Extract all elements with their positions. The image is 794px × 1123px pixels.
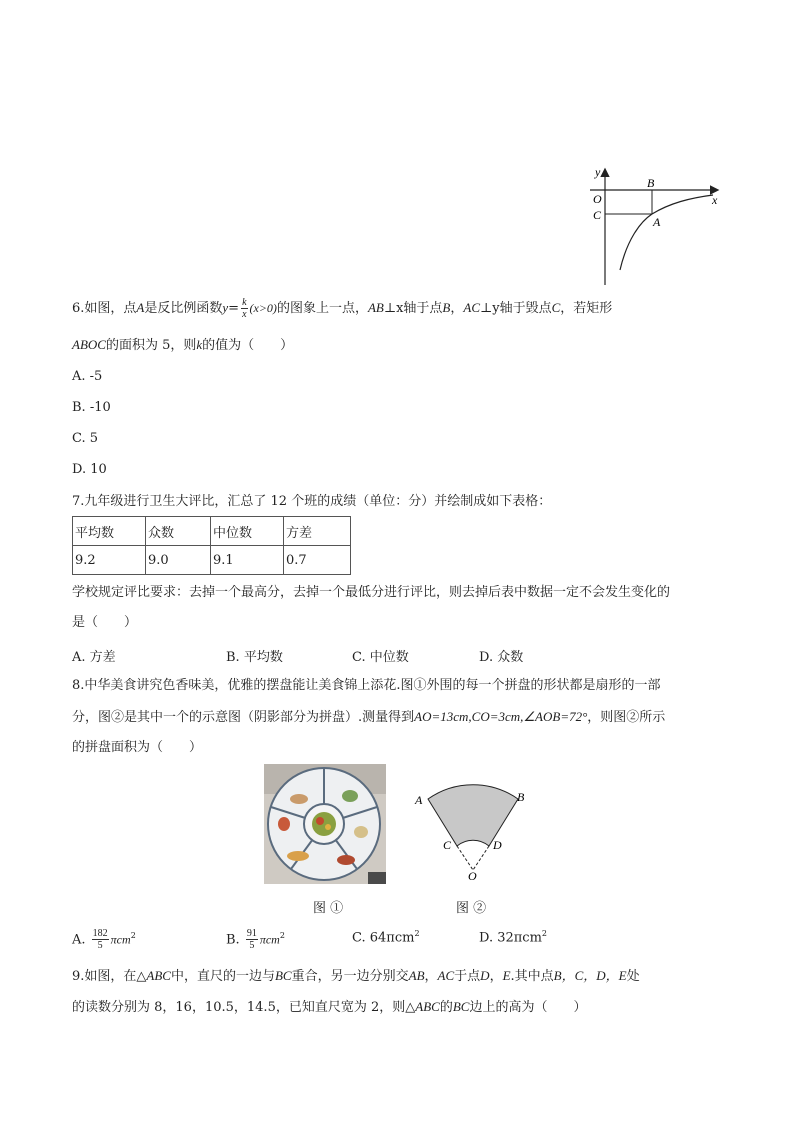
- q9-line2-c: 边上的高为（ ）: [469, 1000, 587, 1015]
- q6-ac: AC: [463, 300, 480, 315]
- q9-bc1: BC: [274, 968, 292, 983]
- q9-stem-line1: [72, 967, 640, 986]
- q8-opt-b-fraction: [246, 928, 258, 951]
- q6-option-c[interactable]: C. 5: [72, 431, 99, 446]
- graph-label-B: B: [647, 176, 655, 190]
- q8-option-b[interactable]: [226, 920, 285, 956]
- q9-line1-c: 重合，另一边分别交: [291, 969, 409, 984]
- q9-abc1: ABC: [146, 968, 171, 983]
- q9-E: E: [502, 968, 511, 983]
- hyperbola-graph: [585, 160, 725, 290]
- fig2-caption: 图 ②: [456, 901, 487, 916]
- q6-text6: ，若矩形: [560, 301, 613, 316]
- q8-opt-b-sup: 2: [279, 931, 285, 940]
- q7-header-variance: 方差: [284, 517, 351, 546]
- q7-option-c[interactable]: C. 中位数: [352, 650, 409, 665]
- q7-rule-line2: 是（ ）: [72, 615, 138, 630]
- q7-header-median: 中位数: [211, 517, 284, 546]
- q7-value-mean: 9.2: [73, 546, 146, 575]
- q9-line1-a: 9.如图，在△: [72, 969, 147, 984]
- q8-stem-line1: 8.中华美食讲究色香味美，优雅的摆盘能让美食锦上添花.图①外围的每一个拼盘的形状都是扇形的一部: [72, 678, 661, 693]
- q8-line2-c: ，则图②所示: [587, 710, 666, 725]
- q8-opt-a-fraction: [92, 928, 109, 951]
- q7-value-variance: 0.7: [284, 546, 351, 575]
- q9-bc2: BC: [452, 999, 470, 1014]
- q6-text3: 的图象上一点，: [276, 301, 368, 316]
- q8-opt-a-den: 5: [97, 940, 103, 952]
- q9-abc2: ABC: [415, 999, 440, 1014]
- q6-B: B: [442, 300, 451, 315]
- dashed-od: [473, 846, 489, 870]
- q8-opt-a-unit: πcm: [110, 932, 131, 947]
- q9-line1-d: 于点: [454, 969, 481, 984]
- graph-label-C: C: [593, 208, 602, 222]
- q9-line1-e: ，: [489, 969, 503, 984]
- q9-line1-g: 处: [626, 969, 640, 984]
- q6-C: C: [551, 300, 561, 315]
- q6-abco: ABOC: [72, 337, 106, 352]
- q6-eq: =: [228, 301, 240, 316]
- fig1-caption: 图 ①: [313, 901, 344, 916]
- q6-k: k: [196, 337, 203, 352]
- q6-point-a: A: [136, 300, 145, 315]
- q6-stem-line1: [72, 296, 612, 321]
- q8-opt-c-sup: 2: [414, 929, 420, 938]
- q6-frac-den: x: [242, 309, 247, 320]
- q9-line1-b: 中，直尺的一边与: [170, 969, 275, 984]
- dashed-oc: [457, 846, 473, 870]
- q8-stem-line2: [72, 708, 665, 727]
- q7-table-header-row: [73, 517, 351, 546]
- q8-opt-a-sup: 2: [130, 931, 136, 940]
- q8-stem-line3: 的拼盘面积为（ ）: [72, 740, 203, 755]
- q9-line2-a: 的读数分别为 8，16，10.5，14.5，已知直尺宽为 2，则△: [72, 1000, 416, 1015]
- graph-label-A: A: [653, 215, 661, 229]
- platter-photo: [264, 764, 386, 884]
- fig2-label-C: C: [443, 838, 452, 852]
- hyperbola-curve: [620, 195, 713, 270]
- q7-header-mean: 平均数: [73, 517, 146, 546]
- q9-line2-b: 的: [439, 1000, 453, 1015]
- q7-value-median: 9.1: [211, 546, 284, 575]
- q7-rule-line1: 学校规定评比要求：去掉一个最高分，去掉一个最低分进行评比，则去掉后表中数据一定不会发生变化的: [72, 585, 671, 600]
- q9-points: B，C，D，E: [553, 968, 627, 983]
- q8-opt-a-prefix: A.: [72, 932, 86, 948]
- q9-D: D: [480, 968, 490, 983]
- q6-text5: ⊥y轴于毁点: [480, 301, 552, 316]
- q9-stem-line2: [72, 998, 586, 1017]
- q9-ac: AC: [437, 968, 455, 983]
- q8-opt-d-sup: 2: [541, 929, 548, 938]
- q9-ab: AB: [408, 968, 425, 983]
- q7-option-d[interactable]: D. 众数: [479, 650, 524, 665]
- fig2-label-O: O: [468, 869, 477, 882]
- q6-text4: ⊥x轴于点: [383, 301, 443, 316]
- sector-diagram: [410, 782, 540, 882]
- q8-opt-b-num: 91: [246, 928, 257, 940]
- q9-comma: ，: [424, 969, 438, 984]
- q7-option-b[interactable]: B. 平均数: [226, 650, 283, 665]
- q7-table-value-row: [73, 546, 351, 575]
- q6-prefix: 6.如图，点: [72, 301, 137, 316]
- q8-opt-a-num: 182: [92, 928, 108, 940]
- q8-opt-b-unit: πcm: [259, 932, 280, 947]
- q6-cond: (x>0): [249, 301, 277, 315]
- q8-option-a[interactable]: [72, 920, 136, 956]
- q6-option-d[interactable]: D. 10: [72, 462, 107, 477]
- graph-label-O: O: [593, 192, 602, 206]
- q7-header-mode: 众数: [146, 517, 211, 546]
- q7-option-a[interactable]: A. 方差: [72, 650, 116, 665]
- graph-label-y: y: [595, 165, 601, 179]
- q8-opt-b-prefix: B.: [226, 932, 240, 948]
- q6-ab: AB: [367, 300, 384, 315]
- q8-opt-b-den: 5: [249, 940, 255, 952]
- q6-text2: 是反比例函数: [144, 301, 223, 316]
- q8-opt-d-text: D. 32πcm: [479, 930, 542, 946]
- q9-line1-f: .其中点: [510, 969, 554, 984]
- q8-line2-a: 分，图②是其中一个的示意图（阴影部分为拼盘）.测量得到: [72, 710, 415, 725]
- q6-comma: ，: [450, 301, 464, 316]
- graph-label-x: x: [712, 193, 718, 207]
- fig2-label-B: B: [517, 790, 525, 804]
- q7-stats-table: [72, 516, 351, 575]
- q8-option-c[interactable]: [352, 929, 420, 945]
- shaded-sector-region: [428, 785, 518, 846]
- q6-frac-num: k: [242, 297, 247, 308]
- q6-stem-line2: [72, 336, 293, 355]
- q8-measurements: AO=13cm,CO=3cm,∠AOB=72°: [414, 709, 588, 724]
- q7-stem: 7.九年级进行卫生大评比，汇总了 12 个班的成绩（单位：分）并绘制成如下表格：: [72, 494, 552, 509]
- q8-option-d[interactable]: [479, 929, 547, 945]
- q6-line2-text: 的面积为 5，则: [105, 338, 197, 353]
- q6-option-b[interactable]: B. -10: [72, 400, 111, 415]
- q6-fn-y: y: [222, 300, 229, 315]
- q6-fraction: [241, 297, 247, 320]
- rectangle-ABOC: [605, 190, 652, 214]
- fig2-label-A: A: [415, 793, 423, 807]
- fig2-label-D: D: [493, 838, 502, 852]
- q6-option-a[interactable]: A. -5: [72, 369, 103, 384]
- q7-value-mode: 9.0: [146, 546, 211, 575]
- q8-opt-c-text: C. 64πcm: [352, 930, 415, 946]
- q6-line2-end: 的值为（ ）: [202, 338, 294, 353]
